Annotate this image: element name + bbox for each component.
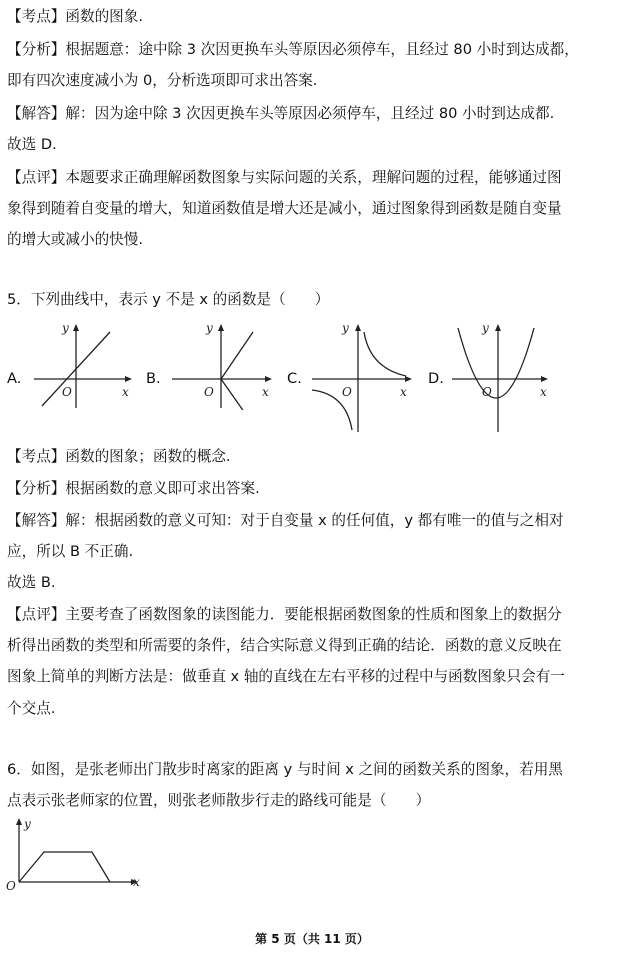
q5-option-c-graph: [308, 318, 420, 436]
q5-fenxi: 【分析】根据函数的意义即可求出答案.: [7, 480, 260, 497]
x-axis-arrow: [265, 376, 272, 382]
origin-label: O: [204, 385, 214, 399]
origin-label: O: [6, 879, 16, 893]
x-label: x: [400, 385, 407, 399]
lower-ray: [221, 379, 254, 410]
y-label: y: [206, 321, 213, 335]
x-label: x: [540, 385, 547, 399]
q4-guxuan: 故选 D.: [7, 136, 57, 153]
q5-option-a-letter: A.: [7, 370, 22, 387]
q4-dianping-line3: 的增大或减小的快慢.: [7, 231, 143, 248]
y-axis-arrow: [218, 324, 224, 331]
x-label: x: [122, 385, 129, 399]
q4-dianping-line1: 【点评】本题要求正确理解函数图象与实际问题的关系，理解问题的过程，能够通过图: [7, 169, 562, 186]
origin-label: O: [482, 385, 492, 399]
q5-dianping-line2: 析得出函数的类型和所需要的条件，结合实际意义得到正确的结论．函数的意义反映在: [7, 637, 562, 654]
y-axis-arrow: [16, 818, 22, 825]
q5-option-d-graph: [450, 318, 556, 436]
q4-jieda: 【解答】解：因为途中除 3 次因更换车头等原因必须停车，且经过 80 小时到达成都.: [7, 105, 555, 122]
hyperbola-branch-1: [364, 332, 406, 376]
trapezoid-path: [19, 852, 110, 882]
q5-stem: 5．下列曲线中，表示 y 不是 x 的函数是（ ）: [7, 291, 330, 308]
q5-dianping-line1: 【点评】主要考查了函数图象的读图能力．要能根据函数图象的性质和图象上的数据分: [7, 606, 562, 623]
q4-kaodian: 【考点】函数的图象.: [7, 8, 143, 25]
y-axis-arrow: [355, 324, 361, 331]
q6-distance-time-graph: [2, 814, 144, 894]
upper-ray: [221, 332, 253, 379]
q5-kaodian: 【考点】函数的图象；函数的概念.: [7, 448, 231, 465]
q5-option-b-letter: B.: [146, 370, 161, 387]
q5-dianping-line4: 个交点.: [7, 700, 56, 717]
x-label: x: [262, 385, 269, 399]
origin-label: O: [342, 385, 352, 399]
x-label: x: [133, 875, 140, 889]
q6-stem-line1: 6．如图，是张老师出门散步时离家的距离 y 与时间 x 之间的函数关系的图象，若用黑: [7, 761, 563, 778]
y-label: y: [342, 321, 349, 335]
q5-option-b-graph: [168, 318, 280, 410]
q5-guxuan: 故选 B.: [7, 574, 56, 591]
y-axis-arrow: [495, 324, 501, 331]
y-axis-arrow: [73, 324, 79, 331]
y-label: y: [62, 321, 69, 335]
x-axis-arrow: [405, 376, 412, 382]
q4-fenxi-line2: 即有四次速度减小为 0，分析选项即可求出答案.: [7, 72, 318, 89]
q5-jieda-line2: 应，所以 B 不正确.: [7, 543, 134, 560]
y-label: y: [24, 817, 31, 831]
y-label: y: [482, 321, 489, 335]
q5-jieda-line1: 【解答】解：根据函数的意义可知：对于自变量 x 的任何值，y 都有唯一的值与之相对: [7, 512, 564, 529]
q5-option-a-graph: [28, 318, 140, 410]
q6-stem-line2: 点表示张老师家的位置，则张老师散步行走的路线可能是（ ）: [7, 792, 431, 809]
q5-option-c-letter: C.: [287, 370, 302, 387]
page-footer: 第 5 页（共 11 页）: [255, 932, 369, 946]
origin-label: O: [62, 385, 72, 399]
parabola: [458, 328, 534, 398]
x-axis-arrow: [125, 376, 132, 382]
q5-option-d-letter: D.: [428, 370, 444, 387]
q4-dianping-line2: 象得到随着自变量的增大，知道函数值是增大还是减小，通过图象得到函数是随自变量: [7, 200, 562, 217]
q5-dianping-line3: 图象上简单的判断方法是：做垂直 x 轴的直线在左右平移的过程中与函数图象只会有一: [7, 668, 565, 685]
q4-fenxi-line1: 【分析】根据题意：途中除 3 次因更换车头等原因必须停车，且经过 80 小时到达成都，: [7, 41, 579, 58]
x-axis-arrow: [541, 376, 548, 382]
